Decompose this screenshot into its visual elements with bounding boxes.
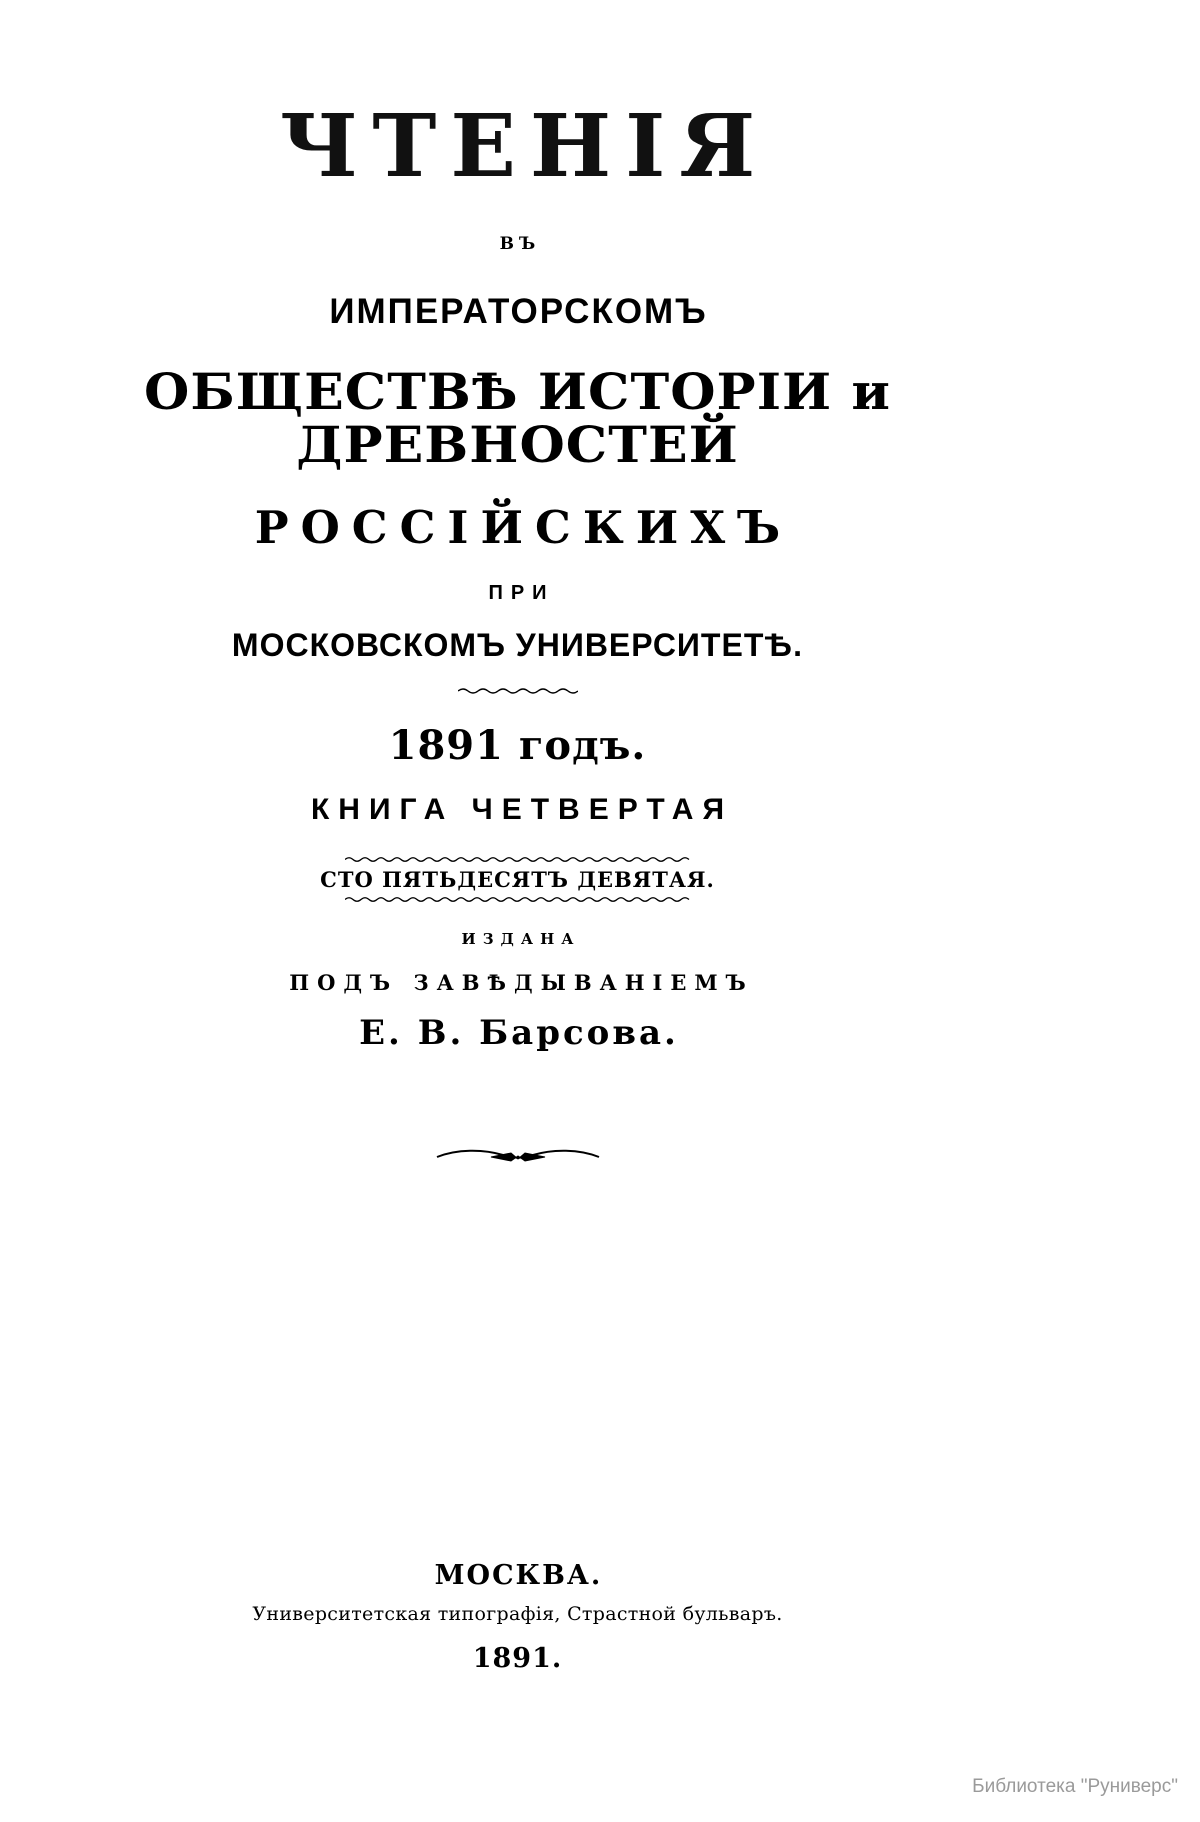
imprint-printer: Университетская типографія, Страстной бульваръ.	[252, 1603, 783, 1625]
book-sequence-block	[0, 855, 1035, 904]
title-line-university: МОСКОВСКОМЪ УНИВЕРСИТЕТѢ.	[231, 627, 804, 663]
title-preposition-pri: ПРИ	[488, 582, 555, 604]
title-line-imperial: ИМПЕРАТОРСКОМЪ	[329, 292, 708, 331]
library-watermark: Библиотека "Руниверс"	[972, 1776, 1178, 1797]
page-title: ЧТЕНІЯ	[279, 96, 770, 197]
book-sequence-number: СТО ПЯТЬДЕСЯТЪ ДЕВЯТАЯ.	[320, 867, 715, 892]
imprint-block	[0, 1560, 1035, 1674]
imprint-city: МОСКВА.	[434, 1560, 603, 1591]
book-number-words: КНИГА ЧЕТВЕРТАЯ	[310, 793, 734, 826]
imprint-year: 1891.	[472, 1643, 563, 1674]
editorship-label: ПОДЪ ЗАВѢДЫВАНІЕМЪ	[289, 970, 754, 995]
title-line-society: ОБЩЕСТВѢ ИСТОРІИ и ДРЕВНОСТЕЙ	[144, 362, 891, 474]
published-label: ИЗДАНА	[461, 930, 581, 948]
editor-name: Е. В. Барсова.	[359, 1013, 679, 1053]
title-line-russian: РОССІЙСКИХЪ	[254, 501, 793, 554]
wavy-divider-top-icon	[345, 855, 690, 864]
title-preposition-v: ВЪ	[499, 234, 541, 254]
ornament-divider-icon	[0, 1143, 1035, 1169]
wavy-divider-icon	[458, 686, 578, 696]
wavy-divider-bottom-icon	[345, 895, 690, 904]
publication-year: 1891 годъ.	[388, 722, 647, 769]
